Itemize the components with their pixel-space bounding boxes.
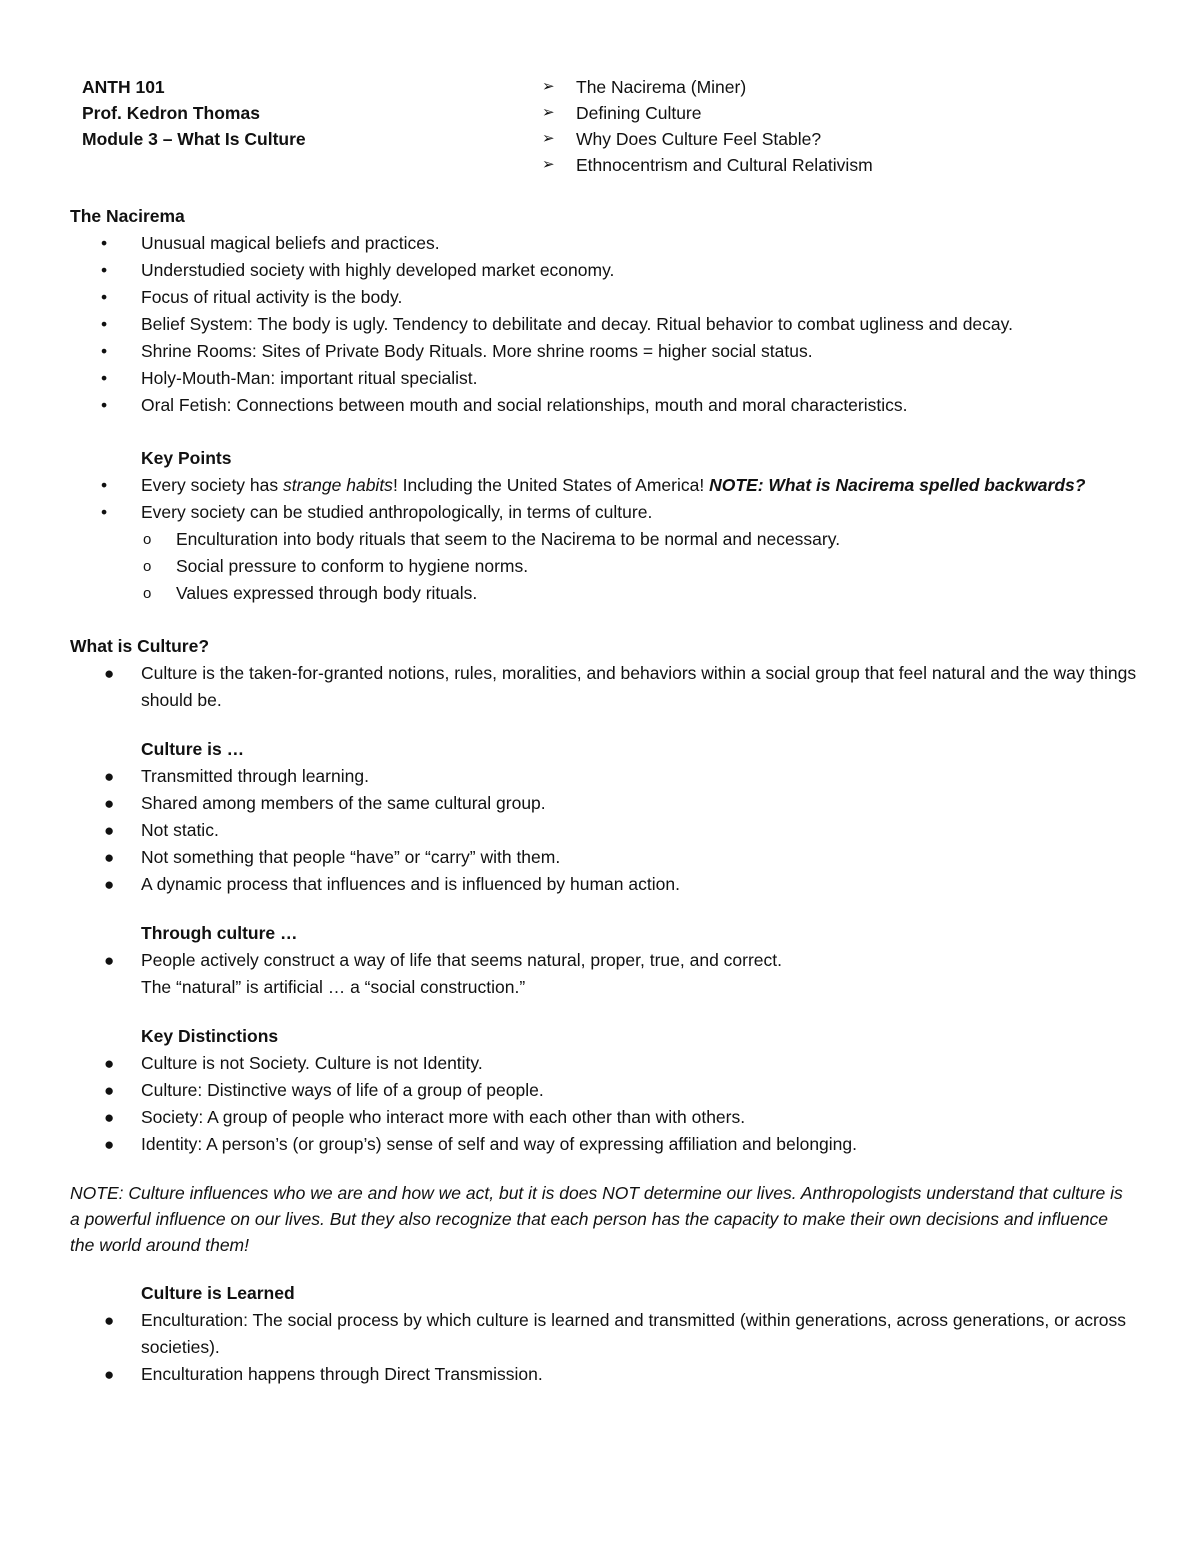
bullet-icon: ● <box>104 821 115 840</box>
bullet-icon: ● <box>104 875 115 894</box>
sub-list-item: o Enculturation into body rituals that seem to the Nacirema to be normal and necessary. <box>70 526 1140 553</box>
list-item-continuation: The “natural” is artificial … a “social construction.” <box>141 977 526 997</box>
list-item: • Focus of ritual activity is the body. <box>70 284 1140 311</box>
bullet-icon: ● <box>104 848 115 867</box>
bullet-icon: • <box>101 233 108 253</box>
module-title: Module 3 – What Is Culture <box>82 129 306 149</box>
arrow-bullet-icon: ➢ <box>542 78 555 95</box>
list-item: • Belief System: The body is ugly. Tendency to debilitate and decay. Ritual behavior to combat ugliness and decay. <box>70 311 1140 338</box>
list-item: • Every society can be studied anthropologically, in terms of culture. <box>70 499 1140 526</box>
subheading-culture-learned: Culture is Learned <box>141 1283 295 1303</box>
note-paragraph: NOTE: Culture influences who we are and how we act, but it is does NOT determine our lives. Anthropologists understand that culture is a powerful influence on our lives. But they also recognize that each person has the capacity to make their own decisions and influence the world around them! <box>70 1183 1123 1255</box>
list-item: • Every society has strange habits! Including the United States of America! NOTE: What is Nacirema spelled backwards? <box>70 472 1140 499</box>
topic-item: ➢ Why Does Culture Feel Stable? <box>542 126 873 152</box>
bullet-icon: ● <box>104 664 115 683</box>
bullet-icon: • <box>101 502 108 522</box>
bullet-icon: • <box>101 260 108 280</box>
list-item: ● Society: A group of people who interact more with each other than with others. <box>70 1104 1140 1131</box>
circle-bullet-icon: o <box>143 531 152 548</box>
list-item: ● Culture is not Society. Culture is not Identity. <box>70 1050 1140 1077</box>
subheading-key-points: Key Points <box>141 448 232 468</box>
list-item: • Shrine Rooms: Sites of Private Body Rituals. More shrine rooms = higher social status. <box>70 338 1140 365</box>
note-question: NOTE: What is Nacirema spelled backwards? <box>709 475 1086 495</box>
emphasis-text: strange habits <box>283 475 393 495</box>
section-heading-nacirema: The Nacirema <box>70 206 185 226</box>
subheading-key-distinctions: Key Distinctions <box>141 1026 279 1046</box>
list-item: ● Enculturation happens through Direct Transmission. <box>70 1361 1140 1388</box>
course-code: ANTH 101 <box>82 77 165 97</box>
list-item: ● Identity: A person’s (or group’s) sense of self and way of expressing affiliation and belonging. <box>70 1131 1140 1158</box>
course-header <box>82 74 306 152</box>
list-item: ● Not static. <box>70 817 1140 844</box>
list-item: ● Culture is the taken-for-granted notions, rules, moralities, and behaviors within a social group that feel natural and the way things should be. <box>70 660 1140 714</box>
arrow-bullet-icon: ➢ <box>542 156 555 173</box>
topic-item: ➢ Ethnocentrism and Cultural Relativism <box>542 152 873 178</box>
bullet-icon: ● <box>104 794 115 813</box>
subheading-culture-is: Culture is … <box>141 739 245 759</box>
bullet-icon: • <box>101 287 108 307</box>
topic-item: ➢ Defining Culture <box>542 100 873 126</box>
list-item: ● Culture: Distinctive ways of life of a group of people. <box>70 1077 1140 1104</box>
topic-list <box>542 74 873 178</box>
list-item: ● Not something that people “have” or “carry” with them. <box>70 844 1140 871</box>
topic-item: ➢ The Nacirema (Miner) <box>542 74 873 100</box>
professor-name: Prof. Kedron Thomas <box>82 103 260 123</box>
bullet-icon: • <box>101 341 108 361</box>
bullet-icon: ● <box>104 1365 115 1384</box>
bullet-icon: ● <box>104 1054 115 1073</box>
section-heading-culture: What is Culture? <box>70 636 210 656</box>
arrow-bullet-icon: ➢ <box>542 104 555 121</box>
bullet-icon: ● <box>104 951 115 970</box>
list-item: • Holy-Mouth-Man: important ritual specialist. <box>70 365 1140 392</box>
bullet-icon: • <box>101 475 108 495</box>
list-item: ● Enculturation: The social process by which culture is learned and transmitted (within generations, across generations, or across societies). <box>70 1307 1140 1361</box>
list-item: ● Shared among members of the same cultural group. <box>70 790 1140 817</box>
list-item: • Understudied society with highly developed market economy. <box>70 257 1140 284</box>
list-item: ● Transmitted through learning. <box>70 763 1140 790</box>
bullet-icon: ● <box>104 1135 115 1154</box>
circle-bullet-icon: o <box>143 558 152 575</box>
list-item: • Unusual magical beliefs and practices. <box>70 230 1140 257</box>
bullet-icon: ● <box>104 1108 115 1127</box>
subheading-through-culture: Through culture … <box>141 923 298 943</box>
bullet-icon: • <box>101 368 108 388</box>
bullet-icon: ● <box>104 767 115 786</box>
list-item: ● A dynamic process that influences and is influenced by human action. <box>70 871 1140 898</box>
bullet-icon: ● <box>104 1311 115 1330</box>
sub-list-item: o Values expressed through body rituals. <box>70 580 1140 607</box>
bullet-icon: • <box>101 395 108 415</box>
list-item: ● People actively construct a way of life that seems natural, proper, true, and correct. <box>70 947 1140 974</box>
bullet-icon: ● <box>104 1081 115 1100</box>
bullet-icon: • <box>101 314 108 334</box>
notes-body <box>70 203 1140 1388</box>
list-item: • Oral Fetish: Connections between mouth and social relationships, mouth and moral characteristics. <box>70 392 1140 419</box>
sub-list-item: o Social pressure to conform to hygiene norms. <box>70 553 1140 580</box>
circle-bullet-icon: o <box>143 585 152 602</box>
arrow-bullet-icon: ➢ <box>542 130 555 147</box>
